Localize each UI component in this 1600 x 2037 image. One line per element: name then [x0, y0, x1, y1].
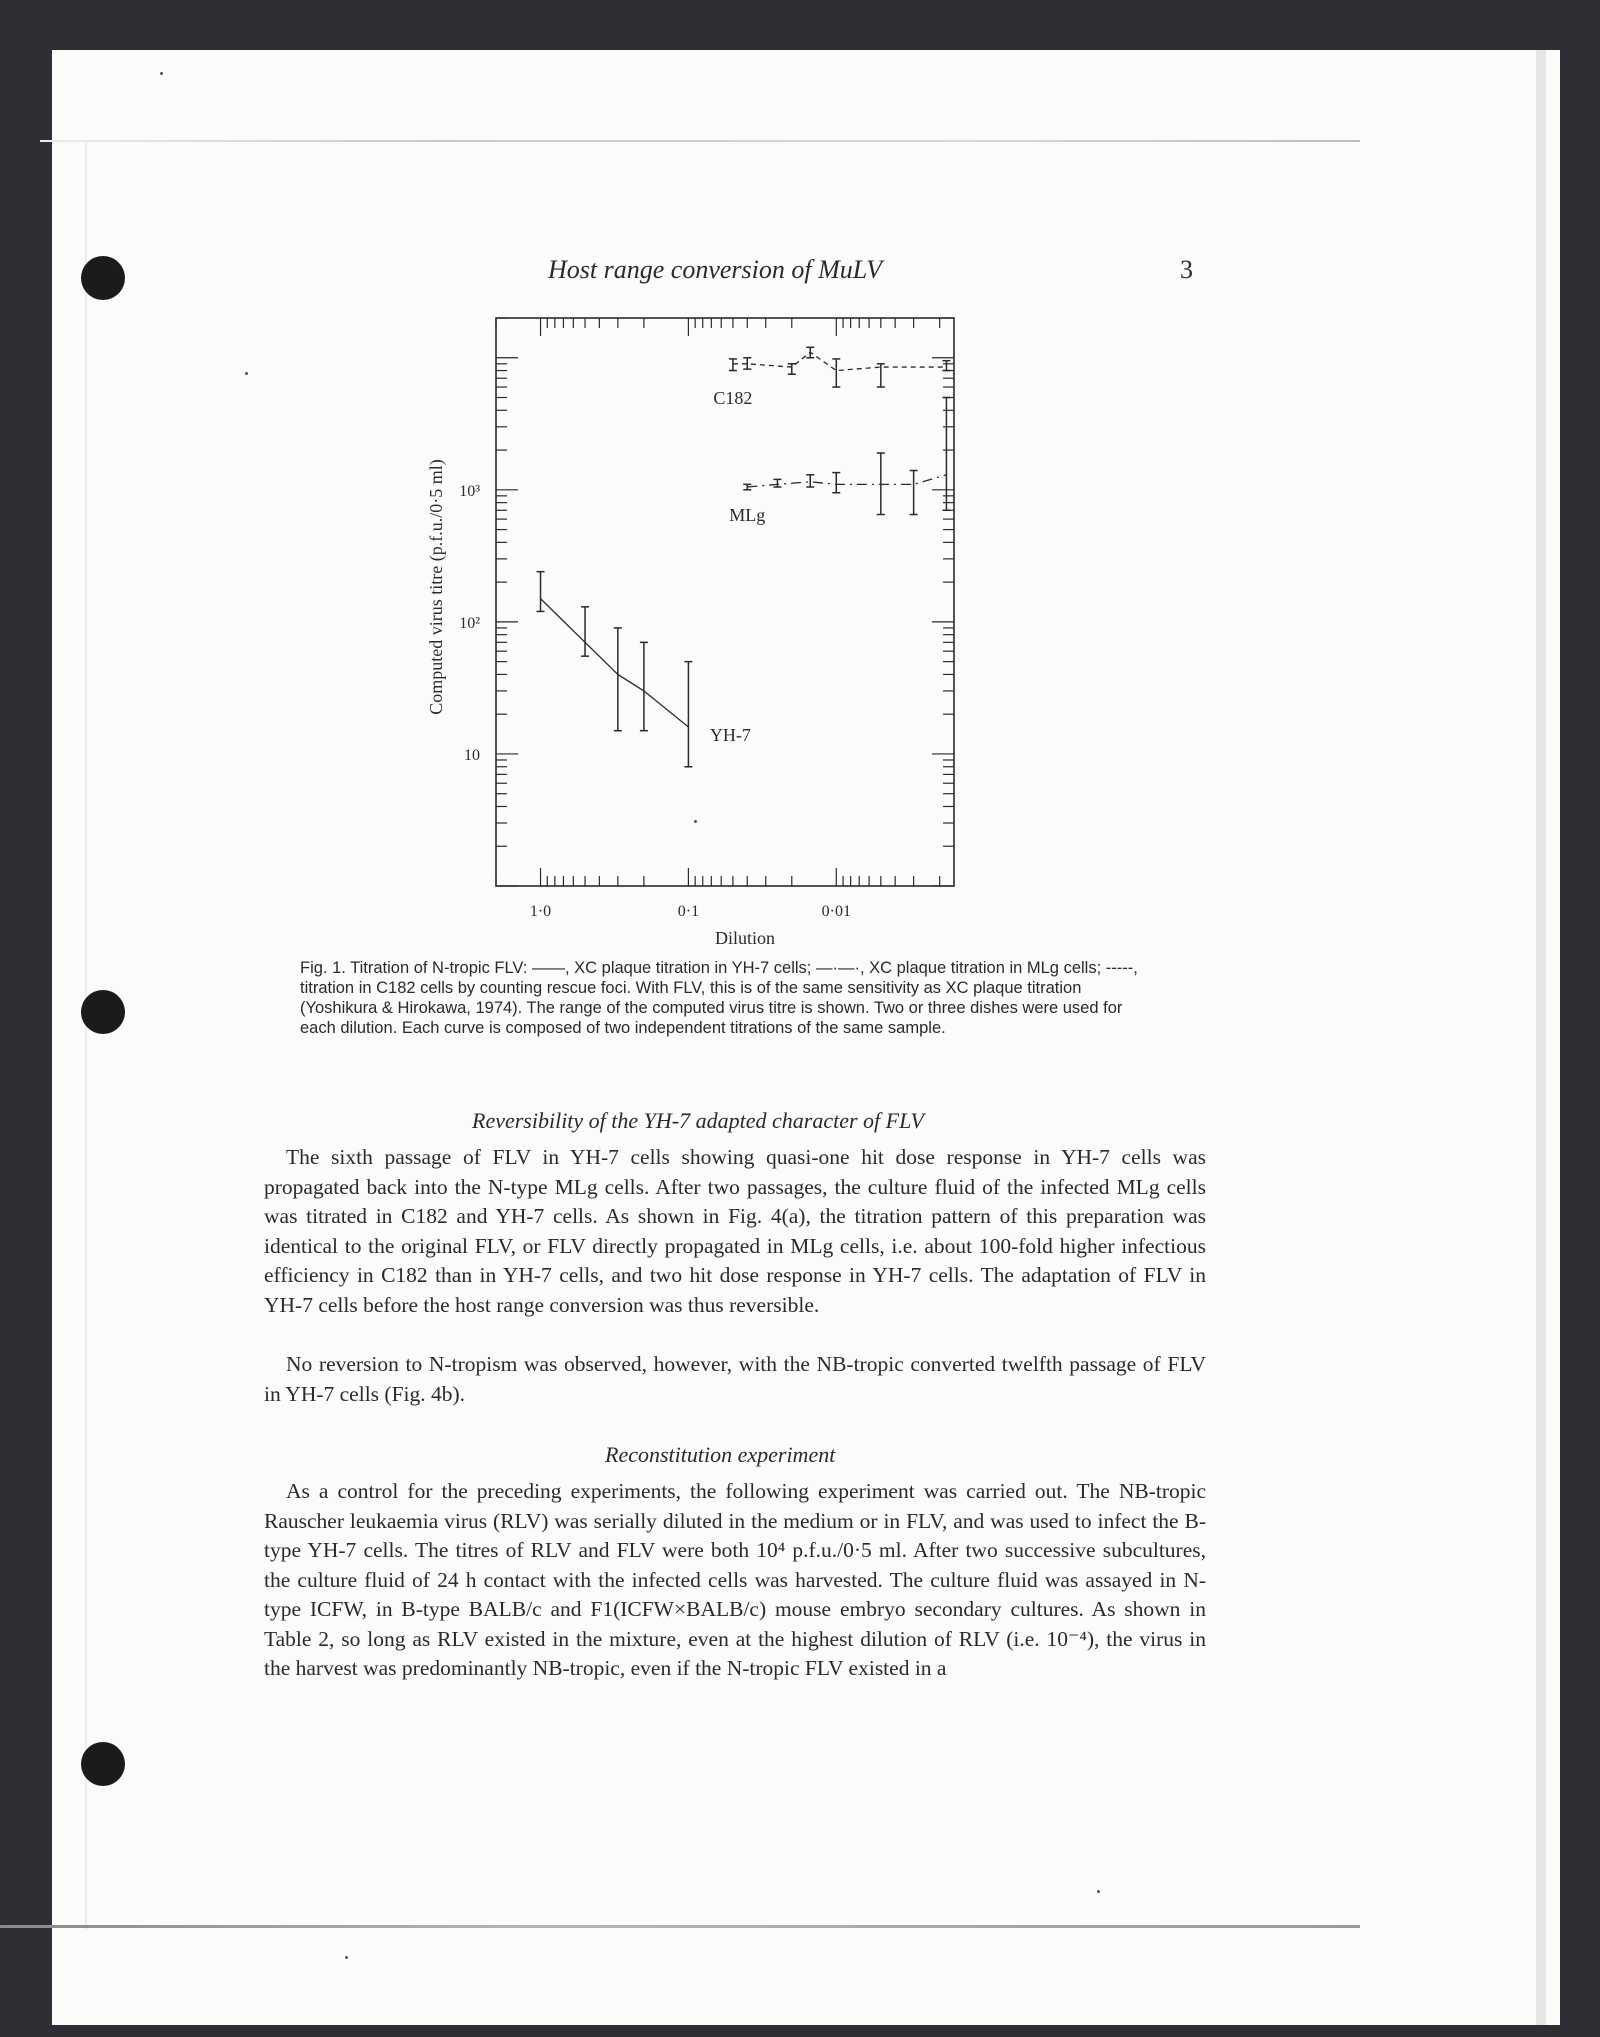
- paragraph-reconstitution-1: As a control for the preceding experiments, the following experiment was carried out. The NB-tropic Rauscher leukaemia virus (RLV) was serially diluted in the medium or in FLV, and was used to infect the B-type YH-7 cells. The titres of RLV and FLV were both 10⁴ p.f.u./0·5 ml. After two successive subcultures, the culture fluid of 24 h contact with the infected cells was harvested. The culture fluid was assayed in N-type ICFW, in B-type BALB/c and F1(ICFW×BALB/c) mouse embryo secondary cultures. As shown in Table 2, so long as RLV existed in the mixture, even at the highest dilution of RLV (i.e. 10⁻⁴), the virus in the harvest was predominantly NB-tropic, even if the N-tropic FLV existed in a: [264, 1479, 1206, 1680]
- dust-speck: [245, 372, 248, 375]
- x-axis-label: Dilution: [714, 928, 776, 948]
- x-tick-label: 0·1: [677, 903, 700, 920]
- binder-hole-top: [81, 256, 125, 300]
- dust-speck: [1097, 1890, 1100, 1893]
- photocopy-edge-bottom: [0, 1925, 1360, 1928]
- y-tick-label: 10²: [459, 614, 480, 632]
- y-tick-label: 10: [464, 746, 480, 764]
- y-tick-label: 10³: [459, 482, 480, 500]
- x-tick-label: 1·0: [529, 903, 552, 920]
- photocopy-edge-left: [85, 140, 87, 1930]
- section-title-reversibility: Reversibility of the YH-7 adapted character of FLV: [472, 1108, 924, 1133]
- page-number: 3: [1180, 255, 1193, 284]
- paragraph-reversibility-1: The sixth passage of FLV in YH-7 cells showing quasi-one hit dose response in YH-7 cells was propagated back into the N-type MLg cells. After two passages, the culture fluid of the infected MLg cells was titrated in C182 and YH-7 cells. As shown in Fig. 4(a), the titration pattern of this preparation was identical to the original FLV, or FLV directly propagated in MLg cells, i.e. about 100-fold higher infectious efficiency in C182 than in YH-7 cells, and two hit dose response in YH-7 cells. The adaptation of FLV in YH-7 cells before the host range conversion was thus reversible.: [264, 1145, 1206, 1317]
- series-label-c182: C182: [713, 387, 753, 408]
- paragraph-reversibility-2: No reversion to N-tropism was observed, however, with the NB-tropic converted twelfth passage of FLV in YH-7 cells (Fig. 4b).: [264, 1352, 1206, 1406]
- series-mlg: [729, 398, 950, 526]
- series-line-yh-7: [541, 599, 689, 727]
- section-title-reconstitution: Reconstitution experiment: [605, 1442, 836, 1467]
- series-label-yh-7: YH-7: [709, 724, 751, 745]
- dust-speck: [345, 1956, 348, 1959]
- x-tick-label: 0·01: [821, 903, 851, 920]
- titration-chart: [400, 300, 1000, 950]
- figure-caption: Fig. 1. Titration of N-tropic FLV: ——, XC plaque titration in YH-7 cells; —·—·, XC plaque titration in MLg cells; -----, titration in C182 cells by counting rescue foci. With FLV, this is of the same sensitivity as XC plaque titration (Yoshikura & Hirokawa, 1974). The range of the computed virus titre is shown. Two or three dishes were used for each dilution. Each curve is composed of two independent titrations of the same sample.: [300, 959, 1138, 1037]
- y-axis-label: Computed virus titre (p.f.u./0·5 ml): [426, 459, 446, 715]
- photocopy-edge-top: [40, 140, 1360, 142]
- dust-speck: [160, 72, 163, 75]
- binder-hole-bottom: [81, 1742, 125, 1786]
- binder-hole-middle: [81, 990, 125, 1034]
- series-yh-7: [537, 572, 751, 767]
- series-label-mlg: MLg: [729, 505, 766, 526]
- series-line-c182: [733, 352, 947, 370]
- figure-1: [400, 300, 1000, 950]
- series-c182: [713, 347, 950, 407]
- page-edge: [1536, 50, 1546, 2025]
- running-head: Host range conversion of MuLV: [548, 255, 883, 284]
